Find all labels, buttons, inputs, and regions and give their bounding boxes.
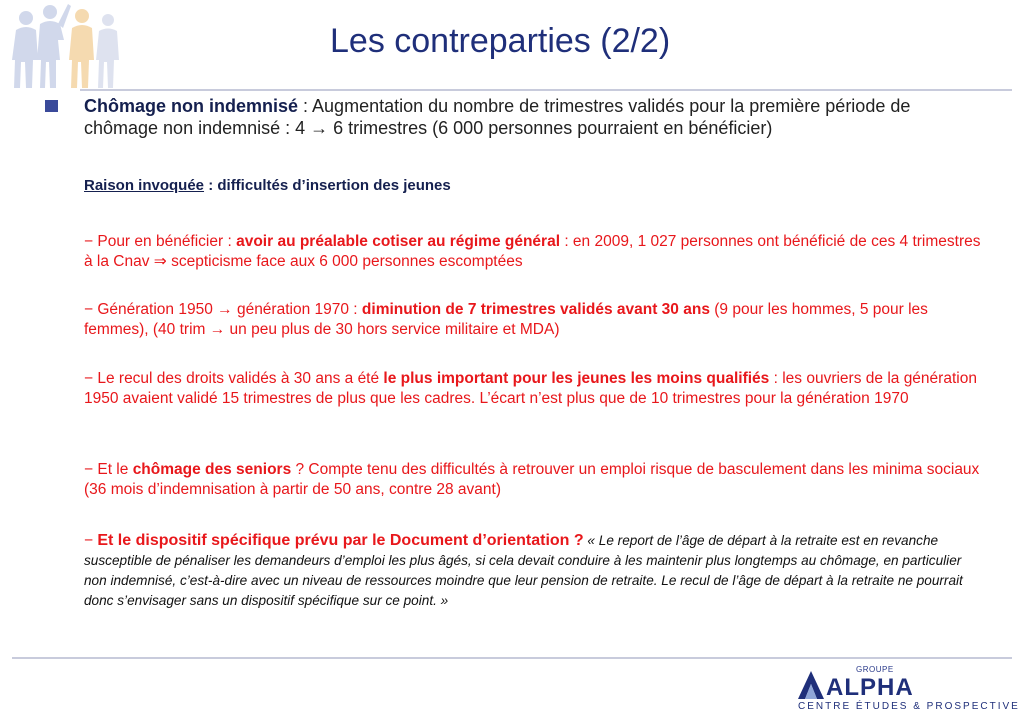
square-bullet-icon: [45, 100, 58, 112]
point-2: [84, 300, 984, 340]
people-silhouettes-icon: [6, 0, 124, 92]
point-1: [84, 232, 984, 272]
logo-groupe: GROUPE: [856, 665, 894, 674]
point-3-pre: − Le recul des droits validés à 30 ans a été: [84, 370, 384, 387]
point-4-post: ? Compte tenu des difficultés à retrouver un emploi risque de basculement dans les minima sociaux (36 mois d’indemnisation à partir de 50 ans, contre 28 avant): [84, 461, 980, 498]
lead-text: : Augmentation du nombre de trimestres validés pour la première période de chômage non indemnisé : 4 → 6 trimestres (6 000 personnes pourraient en bénéficier): [84, 96, 911, 138]
point-2-post: (9 pour les hommes, 5 pour les femmes), (40 trim → un peu plus de 30 hors service militaire et MDA): [84, 301, 928, 338]
logo-name: ALPHA: [826, 674, 914, 701]
point-5-bold: Et le dispositif spécifique prévu par le Document d’orientation ?: [97, 532, 584, 549]
point-1-post: : en 2009, 1 027 personnes ont bénéficié de ces 4 trimestres à la Cnav ⇒ scepticisme face aux 6 000 personnes escomptées: [84, 233, 981, 270]
point-3: [84, 369, 984, 409]
logo-tagline: CENTRE ÉTUDES & PROSPECTIVE: [798, 701, 1020, 712]
point-2-bold: diminution de 7 trimestres validés avant 30 ans: [361, 301, 710, 318]
lead-paragraph: [84, 95, 984, 139]
alpha-logo: [796, 665, 1020, 717]
point-4: [84, 460, 984, 500]
lead-bold: Chômage non indemnisé: [84, 96, 299, 116]
point-2-pre: − Génération 1950 → génération 1970 :: [84, 301, 362, 318]
reason-line: [84, 177, 451, 194]
point-5-quote: « Le report de l’âge de départ à la retraite est en revanche susceptible de pénaliser les demandeurs d’emploi les plus âgés, si cela devait conduire à les maintenir plus longtemps au chômage, en particulier non indemnisé, c’est-à-dire avec un niveau de ressources moindre que leur pension de retraite. Le recul de l’âge de départ à la retraite ne pourrait donc s’envisager sans un dispositif spécifique sur ce point. »: [84, 533, 963, 608]
page-title: Les contreparties (2/2): [330, 22, 671, 60]
reason-label: Raison invoquée: [84, 177, 205, 194]
point-4-bold: chômage des seniors: [132, 461, 292, 478]
point-1-pre: − Pour en bénéficier :: [84, 233, 237, 250]
bottom-divider: [12, 657, 1012, 659]
top-divider: [80, 89, 1012, 91]
reason-text: : difficultés d’insertion des jeunes: [204, 177, 451, 194]
point-4-pre: − Et le: [84, 461, 133, 478]
point-5: [84, 531, 984, 611]
alpha-mark-icon: [798, 671, 824, 699]
point-3-post: : les ouvriers de la génération 1950 avaient validé 15 trimestres de plus que les cadres. L’écart n’est plus que de 10 trimestres pour la génération 1970: [84, 370, 977, 407]
point-1-bold: avoir au préalable cotiser au régime général: [236, 233, 561, 250]
point-3-bold: le plus important pour les jeunes les moins qualifiés: [383, 370, 770, 387]
point-5-pre: −: [84, 532, 98, 549]
